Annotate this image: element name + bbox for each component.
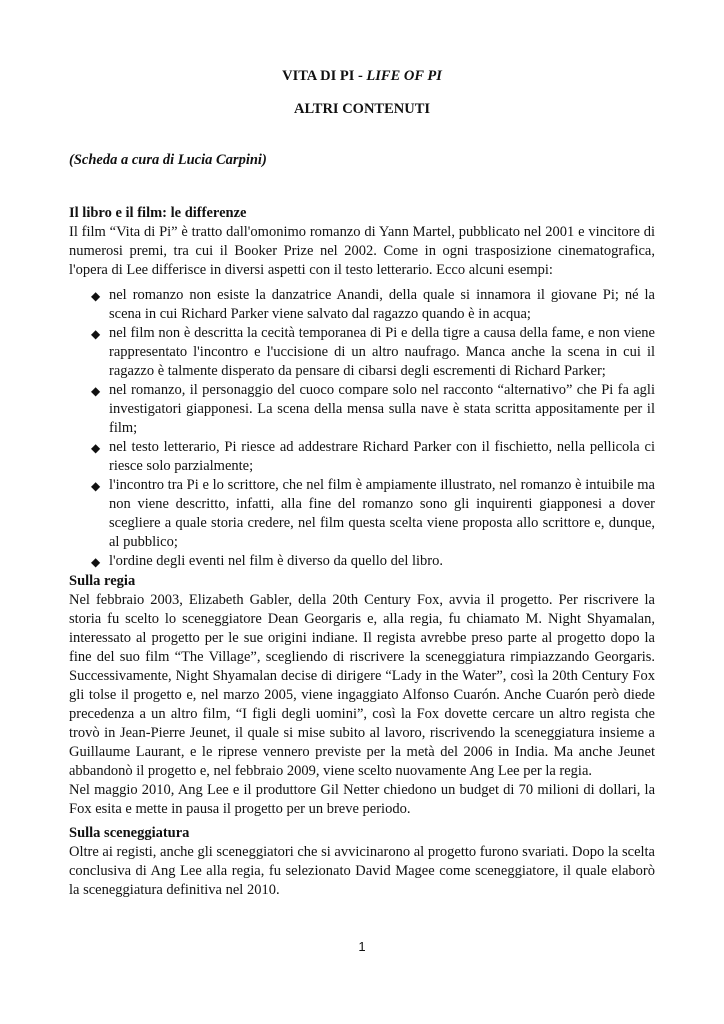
list-item: ◆ l'incontro tra Pi e lo scrittore, che nel film è ampiamente illustrato, nel romanzo è intuibile ma non viene descritto, infatti, alla fine del romanzo sono gli inquirenti giapponesi a dover scegliere a quale storia credere, nel film questa scelta viene proposta allo scrittore e, dunque, al pubblico; [91,477,655,550]
list-item: ◆ nel film non è descritta la cecità temporanea di Pi e della tigre a causa della fame, e non viene rappresentato l'incontro e l'uccisione di un altro naufrago. Manca anche la scena in cui il ragazzo è talmente disperato da pensare di cibarsi degli escrementi di Richard Parker; [91,325,655,379]
section-body: Il film “Vita di Pi” è tratto dall'omonimo romanzo di Yann Martel, pubblicato nel 2001 e vincitore di numerosi premi, tra cui il Booker Prize nel 2002. Come in ogni trasposizione cinematografica, l'opera di Lee differisce in diversi aspetti con il testo letterario. Ecco alcuni esempi: [69,224,655,278]
list-item: ◆ nel romanzo, il personaggio del cuoco compare solo nel racconto “alternativo” che Pi fa agli investigatori giapponesi. La scena della mensa sulla nave è stata scritta appositamente per il film; [91,382,655,436]
document-title [69,68,655,85]
section-body-continued: Nel maggio 2010, Ang Lee e il produttore Gil Netter chiedono un budget di 70 milioni di dollari, la Fox esita e mette in pausa il progetto per un breve periodo. [69,782,655,817]
list-item: ◆ l'ordine degli eventi nel film è diverso da quello del libro. [69,552,655,571]
section-direction [69,572,655,819]
section-heading: Sulla sceneggiatura [69,825,190,841]
diamond-bullet-icon: ◆ [91,479,101,493]
list-item: ◆ nel romanzo non esiste la danzatrice Anandi, della quale si innamora il giovane Pi; né la scena in cui Richard Parker viene salvato dal ragazzo quando è in acqua; [91,287,655,322]
diamond-bullet-icon: ◆ [91,441,101,455]
differences-list [69,286,655,571]
title-main: VITA DI PI - [282,68,367,84]
title-italic: LIFE OF PI [366,68,442,84]
section-differences [69,204,655,280]
page-number: 1 [358,939,366,954]
diamond-bullet-icon: ◆ [91,384,101,398]
diamond-bullet-icon: ◆ [91,555,101,569]
section-heading: Il libro e il film: le differenze [69,205,247,221]
diamond-bullet-icon: ◆ [91,327,101,341]
section-heading: Sulla regia [69,573,136,589]
diamond-bullet-icon: ◆ [91,289,101,303]
section-body: Oltre ai registi, anche gli sceneggiatori che si avvicinarono al progetto furono svariati. Dopo la scelta conclusiva di Ang Lee alla regia, fu selezionato David Magee come sceneggiatore, il quale elaborò la sceneggiatura definitiva nel 2010. [69,844,655,898]
section-screenplay [69,824,655,900]
list-item: ◆ nel testo letterario, Pi riesce ad addestrare Richard Parker con il fischietto, nella pellicola ci riesce solo parzialmente; [91,439,655,474]
curated-by: (Scheda a cura di Lucia Carpini) [69,152,267,168]
section-body: Nel febbraio 2003, Elizabeth Gabler, della 20th Century Fox, avvia il progetto. Per riscrivere la storia fu scelto lo sceneggiatore Dean Georgaris e, alla regia, fu chiamato M. Night Shyamalan, interessato al progetto per le sue origini indiane. Il regista avrebbe preso parte al progetto dopo la fine del suo film “The Village”, scegliendo di riscrivere la sceneggiatura rimpiazzando Georgaris. Successivamente, Night Shyamalan decise di dirigere “Lady in the Water”, così la 20th Century Fox gli tolse il progetto e, nel marzo 2005, viene ingaggiato Alfonso Cuarón. Anche Cuarón però diede precedenza a un altro film, “I figli degli uomini”, così la Fox dovette cercare un altro regista che trovò in Jean-Pierre Jeunet, il quale si mise subito al lavoro, riscrivendo la sceneggiatura insieme a Guillaume Laurant, e le riprese vennero previste per la metà del 2006 in India. Ma anche Jeunet abbandonò il progetto e, nel febbraio 2009, viene scelto nuovamente Ang Lee per la regia. [69,592,655,779]
document-subtitle: ALTRI CONTENUTI [293,101,431,117]
